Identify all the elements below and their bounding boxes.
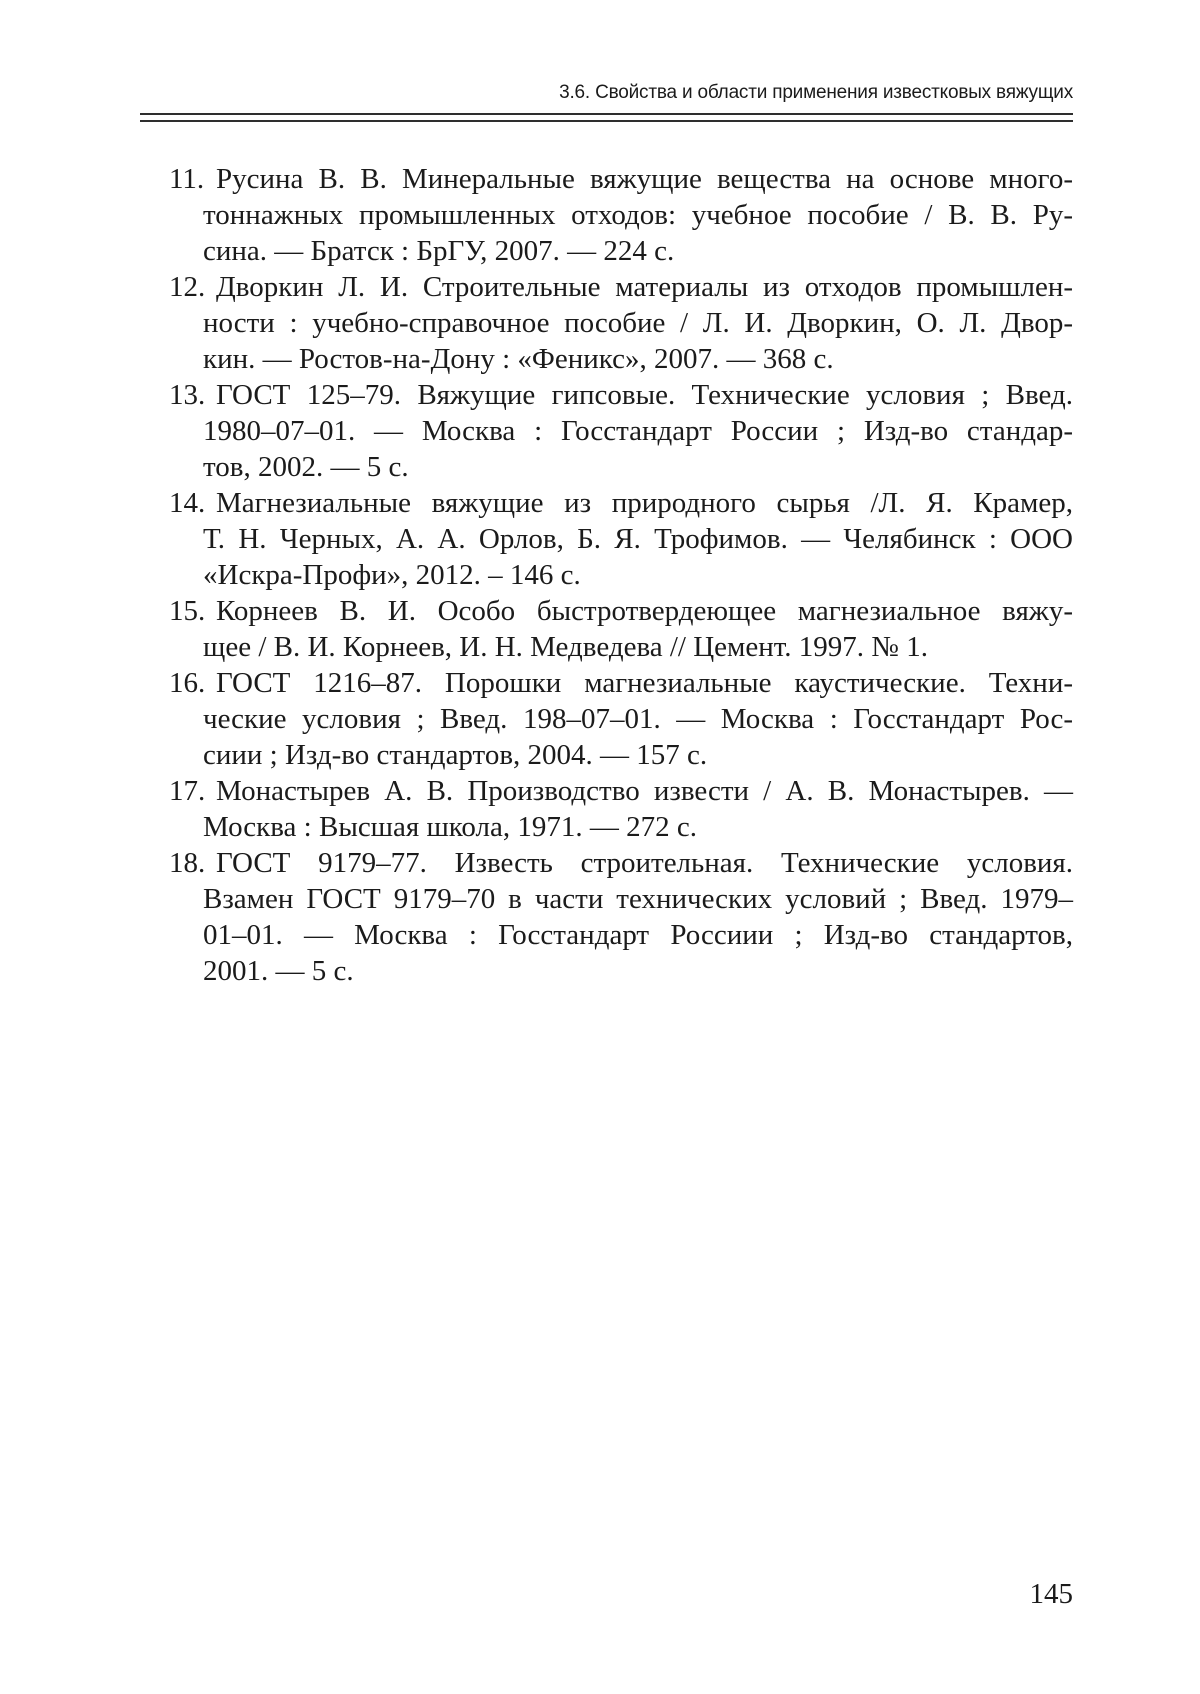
- reference-line: Дворкин Л. И. Строительные материалы из отходов промышлен-: [216, 271, 1073, 303]
- reference-entry: [140, 665, 1073, 773]
- reference-line: Москва : Высшая школа, 1971. — 272 с.: [203, 811, 698, 843]
- running-head: 3.6. Свойства и области применения известковых вяжущих: [559, 82, 1073, 103]
- reference-line: Русина В. В. Минеральные вяжущие вещества на основе много-: [216, 163, 1073, 195]
- reference-line: сина. — Братск : БрГУ, 2007. — 224 с.: [203, 235, 675, 267]
- reference-line: кин. — Ростов-на-Дону : «Феникс», 2007. — 368 с.: [203, 343, 834, 375]
- reference-line: сиии ; Изд-во стандартов, 2004. — 157 с.: [203, 739, 708, 771]
- reference-number: 15.: [169, 595, 206, 627]
- reference-line: ГОСТ 9179–77. Известь строительная. Технические условия.: [216, 847, 1073, 879]
- text-column: [140, 0, 1073, 1694]
- reference-line: щее / В. И. Корнеев, И. Н. Медведева // Цемент. 1997. № 1.: [203, 631, 928, 663]
- reference-line: Монастырев А. В. Производство извести / А. В. Монастырев. —: [216, 775, 1073, 807]
- reference-number: 16.: [169, 667, 206, 699]
- reference-line: тов, 2002. — 5 с.: [203, 451, 409, 483]
- reference-number: 13.: [169, 379, 206, 411]
- reference-number: 18.: [169, 847, 206, 879]
- reference-list: [140, 161, 1073, 989]
- reference-line: тоннажных промышленных отходов: учебное пособие / В. В. Ру-: [203, 199, 1073, 231]
- reference-line: «Искра-Профи», 2012. – 146 с.: [203, 559, 581, 591]
- reference-line: ГОСТ 125–79. Вяжущие гипсовые. Технические условия ; Введ.: [216, 379, 1073, 411]
- reference-number: 17.: [169, 775, 206, 807]
- reference-line: Взамен ГОСТ 9179–70 в части технических условий ; Введ. 1979–: [203, 883, 1073, 915]
- reference-number: 14.: [169, 487, 206, 519]
- reference-entry: [140, 845, 1073, 989]
- reference-line: 2001. — 5 с.: [203, 955, 354, 987]
- reference-line: Корнеев В. И. Особо быстротвердеющее магнезиальное вяжу-: [216, 595, 1073, 627]
- reference-entry: [140, 269, 1073, 377]
- reference-number: 12.: [169, 271, 206, 303]
- reference-line: ГОСТ 1216–87. Порошки магнезиальные каустические. Техни-: [216, 667, 1073, 699]
- reference-entry: [140, 161, 1073, 269]
- reference-number: 11.: [169, 163, 205, 195]
- reference-entry: [140, 773, 1073, 845]
- header-double-rule: [140, 113, 1073, 122]
- reference-line: Т. Н. Черных, А. А. Орлов, Б. Я. Трофимов. — Челябинск : ООО: [203, 523, 1073, 555]
- reference-line: ности : учебно-справочное пособие / Л. И. Дворкин, О. Л. Двор-: [203, 307, 1073, 339]
- reference-line: 01–01. — Москва : Госстандарт Россиии ; Изд-во стандартов,: [203, 919, 1073, 951]
- reference-line: Магнезиальные вяжущие из природного сырья /Л. Я. Крамер,: [216, 487, 1073, 519]
- reference-line: ческие условия ; Введ. 198–07–01. — Москва : Госстандарт Рос-: [203, 703, 1073, 735]
- reference-line: 1980–07–01. — Москва : Госстандарт России ; Изд-во стандар-: [203, 415, 1073, 447]
- reference-entry: [140, 593, 1073, 665]
- page-number: 145: [1029, 1578, 1073, 1610]
- reference-entry: [140, 377, 1073, 485]
- reference-entry: [140, 485, 1073, 593]
